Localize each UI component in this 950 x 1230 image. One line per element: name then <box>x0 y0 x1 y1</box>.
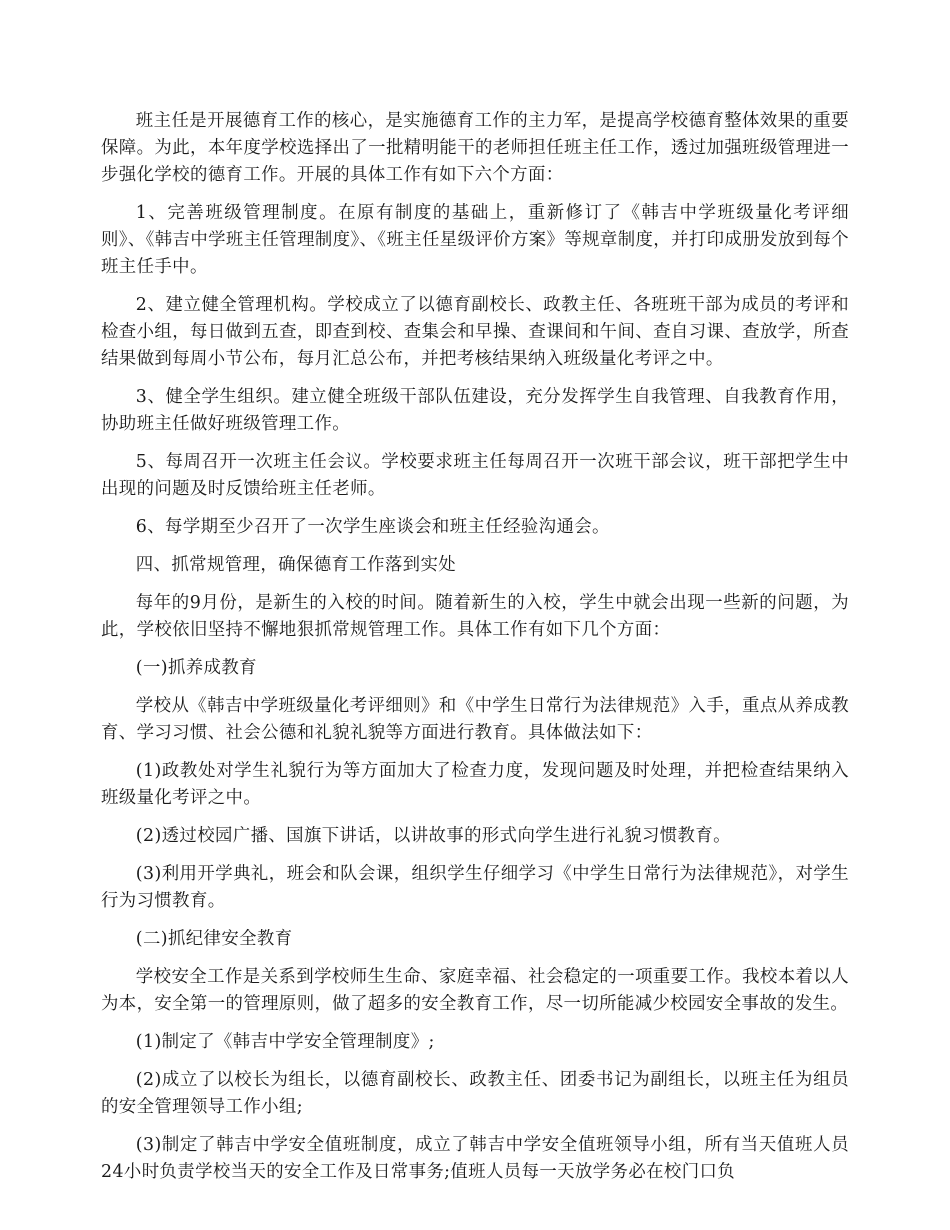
paragraph-habit-1: (1)政教处对学生礼貌行为等方面加大了检查力度，发现问题及时处理，并把检查结果纳入班级量化考评之中。 <box>101 761 849 808</box>
paragraph-safety-3: (3)制定了韩吉中学安全值班制度，成立了韩吉中学安全值班领导小组，所有当天值班人员24小时负责学校当天的安全工作及日常事务;值班人员每一天放学务必在校门口负 <box>101 1135 849 1182</box>
paragraph-habit-2: (2)透过校园广播、国旗下讲话，以讲故事的形式向学生进行礼貌习惯教育。 <box>135 826 731 846</box>
paragraph-safety-2: (2)成立了以校长为组长，以德育副校长、政教主任、团委书记为副组长，以班主任为组员的安全管理领导工作小组; <box>101 1070 849 1117</box>
paragraph-item-3: 3、健全学生组织。建立健全班级干部队伍建设，充分发挥学生自我管理、自我教育作用，协助班主任做好班级管理工作。 <box>101 387 849 434</box>
section-heading-4: 四、抓常规管理，确保德育工作落到实处 <box>135 555 457 575</box>
paragraph-habit-intro: 学校从《韩吉中学班级量化考评细则》和《中学生日常行为法律规范》入手，重点从养成教育、学习习惯、社会公德和礼貌礼貌等方面进行教育。具体做法如下： <box>101 696 849 743</box>
paragraph-safety-intro: 学校安全工作是关系到学校师生生命、家庭幸福、社会稳定的一项重要工作。我校本着以人为本，安全第一的管理原则，做了超多的安全教育工作，尽一切所能减少校园安全事故的发生。 <box>101 967 849 1014</box>
paragraph-item-5: 5、每周召开一次班主任会议。学校要求班主任每周召开一次班干部会议，班干部把学生中出现的问题及时反馈给班主任老师。 <box>101 452 849 499</box>
paragraph-intro: 班主任是开展德育工作的核心，是实施德育工作的主力军，是提高学校德育整体效果的重要保障。为此，本年度学校选择出了一批精明能干的老师担任班主任工作，透过加强班级管理进一步强化学校的德育工作。开展的具体工作有如下六个方面： <box>101 111 849 185</box>
subheading-safety-education: (二)抓纪律安全教育 <box>135 929 293 949</box>
paragraph-safety-1: (1)制定了《韩吉中学安全管理制度》; <box>135 1032 435 1052</box>
paragraph-item-2: 2、建立健全管理机构。学校成立了以德育副校长、政教主任、各班班干部为成员的考评和检查小组，每日做到五查，即查到校、查集会和早操、查课间和午间、查自习课、查放学，所查结果做到每周小节公布，每月汇总公布，并把考核结果纳入班级量化考评之中。 <box>101 295 849 369</box>
subheading-habit-education: (一)抓养成教育 <box>135 658 257 678</box>
paragraph-new-students: 每年的9月份，是新生的入校的时间。随着新生的入校，学生中就会出现一些新的问题，为此，学校依旧坚持不懈地狠抓常规管理工作。具体工作有如下几个方面： <box>101 593 849 640</box>
paragraph-habit-3: (3)利用开学典礼，班会和队会课，组织学生仔细学习《中学生日常行为法律规范》，对学生行为习惯教育。 <box>101 864 849 911</box>
paragraph-item-6: 6、每学期至少召开了一次学生座谈会和班主任经验沟通会。 <box>135 517 610 537</box>
document-body <box>101 108 849 1197</box>
paragraph-item-1: 1、完善班级管理制度。在原有制度的基础上，重新修订了《韩吉中学班级量化考评细则》、《韩吉中学班主任管理制度》、《班主任星级评价方案》等规章制度，并打印成册发放到每个班主任手中。 <box>101 203 849 277</box>
